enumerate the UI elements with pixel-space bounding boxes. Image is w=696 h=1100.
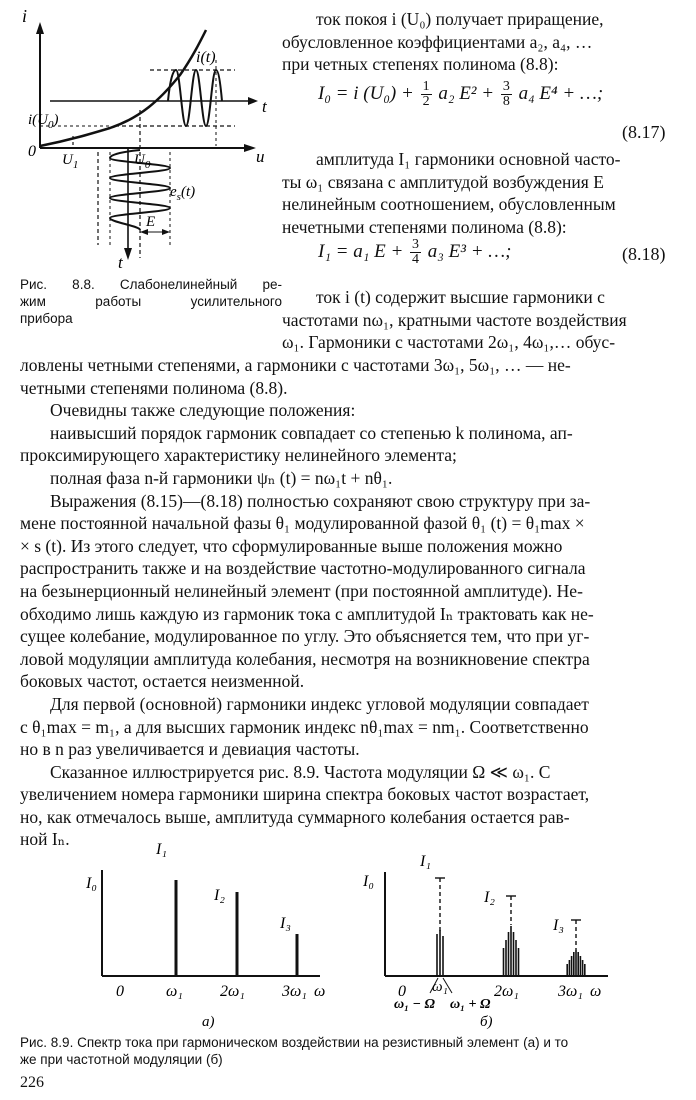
fig88-label-iU0: $i(U_0)$ — [28, 112, 59, 131]
fig89b — [362, 853, 608, 1030]
fig88-label-0: 0 — [28, 143, 36, 160]
text-line: распространить также и на воздействие частотно-модулированного сигнала — [20, 558, 586, 579]
page-number: 226 — [20, 1074, 44, 1091]
eq818-rhs: a₃ E³ + …; — [427, 240, 512, 262]
fig89a-tick-3: 3ω₁ — [282, 983, 307, 1000]
equation-8-18 — [318, 238, 512, 267]
text-line: полная фаза n-й гармоники ψₙ (t) = nω₁t + nθ₁. — [50, 467, 393, 488]
text-line: ловлены четными степенями, а гармоники с частотами 3ω₁, 5ω₁, … — не- — [20, 355, 571, 375]
fig89-caption-line: Рис. 8.9. Спектр тока при гармоническом воздействии на резистивный элемент (а) и то — [20, 1035, 569, 1050]
fig89b-tick-0: 0 — [398, 983, 406, 1000]
fig89b-tick-1: ω₁ — [432, 979, 448, 995]
fig89b-y-label: I₀ — [363, 873, 374, 890]
fig88-caption-line: прибора — [20, 311, 73, 326]
fig89a-bar-label-1: I₁ — [156, 841, 167, 858]
text-line: ловой модуляции амплитуда колебания, несмотря на возникновение спектра — [20, 648, 590, 669]
fig89a-y-label: I₀ — [86, 875, 97, 892]
eq817-frac2: $\frac{3}{8}$ — [502, 79, 510, 109]
text-line: ты ω₁ связана с амплитудой возбуждения E — [282, 171, 604, 192]
fig89a — [85, 841, 325, 1030]
text-line: но, как отмечалось выше, амплитуда суммарного колебания остается рав- — [20, 806, 570, 827]
fig89-caption — [20, 1034, 680, 1068]
fig89b-panel: б) — [480, 1014, 493, 1030]
fig88-label-u: u — [256, 147, 265, 166]
text-line: сущее колебание, модулированное по углу. Это объясняется тем, что при уг- — [20, 626, 590, 647]
text-line: Для первой (основной) гармоники индекс угловой модуляции совпадает — [50, 693, 589, 714]
fig88-caption — [20, 276, 282, 327]
fig89b-bar-label-1: I₁ — [420, 853, 431, 870]
text-line: но в n раз увеличивается и девиация частоты. — [20, 739, 360, 760]
text-line: боковых частот, остается неизменной. — [20, 671, 305, 692]
text-line: Сказанное иллюстрируется рис. 8.9. Частота модуляции Ω ≪ ω₁. С — [50, 761, 551, 782]
figure-8-8 — [10, 0, 285, 275]
text-line: проксимирующего характеристику нелинейного элемента; — [20, 445, 457, 466]
text-line: нелинейным соотношением, обусловленным — [282, 194, 616, 215]
text-line: частотами nω₁, кратными частоте воздействия — [282, 309, 627, 330]
text-line: увеличением номера гармоники ширина спектра боковых частот возрастает, — [20, 784, 590, 805]
fig88-label-U1: $U_1$ — [62, 152, 79, 171]
fig89b-tick-3: 3ω₁ — [558, 983, 583, 1000]
fig89a-bar-label-3: I₃ — [280, 915, 291, 932]
fig89b-bar-label-3: I₃ — [553, 917, 564, 934]
fig88-label-it: i(t) — [196, 49, 216, 66]
fig88-label-es: $e_s(t)$ — [170, 184, 196, 203]
equation-number-8-17: (8.17) — [622, 122, 666, 142]
top-text — [282, 8, 680, 76]
fig89b-side-left: ω₁ − Ω — [394, 997, 435, 1012]
fig89b-x-axis: ω — [590, 983, 602, 1000]
text-line: ток i (t) содержит высшие гармоники с — [316, 287, 605, 307]
fig89a-tick-1: ω₁ — [166, 983, 183, 1000]
fig89a-bar-label-2: I₂ — [214, 887, 225, 904]
fig88-label-U0: $U_0$ — [134, 152, 151, 171]
eq817-rhs: a₄ E⁴ + …; — [518, 82, 604, 104]
text-line: × s (t). Из этого следует, что сформулированные выше положения можно — [20, 535, 563, 556]
text-line: на безынерционный нелинейный элемент (при постоянной амплитуде). Не- — [20, 580, 583, 601]
eq818-lhs: I₁ = a₁ E + — [318, 240, 404, 262]
text-line: амплитуда I₁ гармоники основной часто- — [316, 149, 621, 169]
fig89b-tick-2: 2ω₁ — [494, 983, 519, 1000]
text-line: Очевидны также следующие положения: — [50, 400, 356, 421]
fig88-label-t-right: t — [262, 97, 267, 116]
mid-text — [282, 148, 680, 238]
fig89b-bar-label-2: I₂ — [484, 889, 495, 906]
text-line: при четных степенях полинома (8.8): — [282, 54, 559, 75]
eq818-frac: $\frac{3}{4}$ — [412, 237, 420, 267]
equation-number-8-18: (8.18) — [622, 244, 666, 264]
fig89-caption-line: же при частотной модуляции (б) — [20, 1052, 223, 1067]
text-line: ω₁. Гармоники с частотами 2ω₁, 4ω₁,… обус- — [282, 332, 616, 353]
text-line: обусловленное коэффициентами a₂, a₄, … — [282, 31, 593, 52]
text-line: ной Iₙ. — [20, 829, 70, 850]
fig89b-side-right: ω₁ + Ω — [450, 997, 491, 1012]
fig88-caption-line: Рис. 8.8. Слабонелинейный ре- — [20, 277, 282, 292]
fig88-label-t-bottom: t — [118, 253, 123, 272]
eq817-frac1: $\frac{1}{2}$ — [422, 79, 430, 109]
body-text — [20, 354, 680, 851]
fig89a-tick-0: 0 — [116, 983, 124, 1000]
text-line: обходимо лишь каждую из гармоник тока с амплитудой Iₙ трактовать как не- — [20, 603, 594, 624]
right-text-2 — [282, 286, 680, 354]
text-line: ток покоя i (U₀) получает приращение, — [316, 9, 604, 29]
fig89a-x-axis: ω — [314, 983, 326, 1000]
figure-8-9 — [80, 841, 620, 1030]
eq817-mid: a₂ E² + — [438, 82, 495, 104]
fig88-label-E: E — [146, 214, 156, 230]
equation-8-17 — [318, 80, 603, 109]
text-line: мене постоянной начальной фазы θ₁ модулированной фазой θ₁ (t) = θ₁max × — [20, 513, 585, 534]
fig89a-tick-2: 2ω₁ — [220, 983, 245, 1000]
eq817-lhs: I₀ = i (U₀) + — [318, 82, 414, 104]
text-line: четными степенями полинома (8.8). — [20, 377, 288, 398]
fig88-caption-line: жим работы усилительного — [20, 294, 282, 309]
fig88-label-i: i — [22, 6, 28, 26]
fig89a-panel: а) — [202, 1014, 215, 1030]
text-line: наивысший порядок гармоник совпадает со степенью k полинома, ап- — [50, 422, 573, 443]
text-line: Выражения (8.15)—(8.18) полностью сохраняют свою структуру при за- — [50, 490, 591, 511]
text-line: нечетными степенями полинома (8.8): — [282, 216, 567, 237]
text-line: с θ₁max = m₁, а для высших гармоник индекс nθ₁max = nm₁. Соответственно — [20, 716, 589, 737]
